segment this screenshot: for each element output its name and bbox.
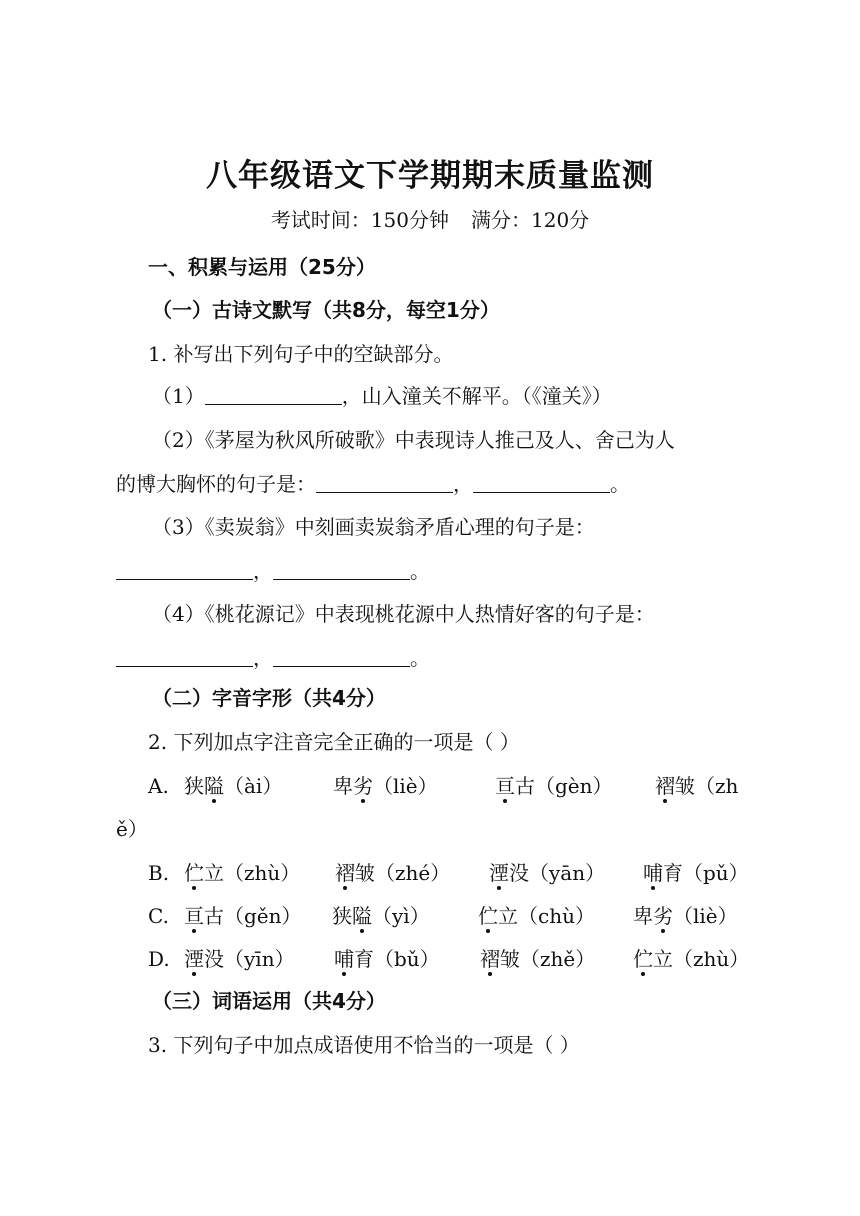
- option-word: 湮没（yān）: [489, 861, 606, 885]
- answer-blank[interactable]: [316, 474, 453, 493]
- option-word: 褶皱（zh: [655, 774, 739, 798]
- option-word: 哺育（bǔ）: [334, 947, 440, 971]
- part2-heading: （二）字音字形（共4分）: [152, 686, 386, 710]
- option-word: 狭隘（yì）: [332, 904, 430, 928]
- question-1-item-3-answer: [116, 557, 430, 585]
- answer-blank[interactable]: [116, 648, 253, 667]
- comma: ，: [253, 559, 273, 583]
- period: 。: [410, 559, 430, 583]
- option-label: A.: [148, 774, 169, 798]
- option-word: 褶皱（zhě）: [480, 947, 596, 971]
- option-word: 亘古（gěn）: [184, 904, 302, 928]
- exam-time: 考试时间：150分钟: [270, 208, 449, 232]
- question-2-stem: 2. 下列加点字注音完全正确的一项是（ ）: [148, 730, 520, 754]
- option-word: 哺育（pǔ）: [643, 861, 749, 885]
- question-3-stem: 3. 下列句子中加点成语使用不恰当的一项是（ ）: [148, 1033, 580, 1057]
- option-label: C.: [148, 904, 169, 928]
- option-label: B.: [148, 861, 170, 885]
- item-label: （1）: [152, 384, 205, 408]
- option-word: 褶皱（zhé）: [335, 861, 451, 885]
- option-word: 狭隘（ài）: [184, 774, 283, 798]
- item-text: ，山入潼关不解平。（《潼关》）: [341, 384, 612, 408]
- answer-blank[interactable]: [273, 561, 410, 580]
- answer-blank[interactable]: [273, 648, 410, 667]
- option-word: 伫立（chù）: [478, 904, 595, 928]
- question-1-item-3: （3）《卖炭翁》中刻画卖炭翁矛盾心理的句子是：: [152, 515, 595, 539]
- question-1-item-1: [152, 382, 612, 410]
- period: 。: [410, 646, 430, 670]
- part1-heading: （一）古诗文默写（共8分，每空1分）: [152, 298, 500, 322]
- option-word: 伫立（zhù）: [184, 861, 301, 885]
- option-word: 卑劣（liè）: [333, 774, 438, 798]
- comma: ，: [253, 646, 273, 670]
- section-heading: 一、积累与运用（25分）: [148, 255, 376, 279]
- question-1-item-4-answer: [116, 644, 430, 672]
- exam-score: 满分：120分: [471, 208, 590, 232]
- option-word: 亘古（gèn）: [495, 774, 613, 798]
- exam-info: [0, 206, 860, 234]
- answer-blank[interactable]: [473, 474, 610, 493]
- question-1-item-2-line1: （2）《茅屋为秋风所破歌》中表现诗人推己及人、舍己为人: [152, 428, 675, 452]
- exam-title: 八年级语文下学期期末质量监测: [206, 158, 654, 194]
- option-a-wrap: ě）: [116, 817, 148, 841]
- period: 。: [610, 472, 630, 496]
- answer-blank[interactable]: [116, 561, 253, 580]
- option-word: 湮没（yīn）: [184, 947, 295, 971]
- answer-blank[interactable]: [205, 386, 342, 405]
- comma: ，: [453, 472, 473, 496]
- item-text: 的博大胸怀的句子是：: [116, 472, 316, 496]
- question-1-item-2-line2: [116, 470, 630, 498]
- question-1-stem: 1. 补写出下列句子中的空缺部分。: [148, 342, 454, 366]
- option-word: 伫立（zhù）: [633, 947, 750, 971]
- option-label: D.: [148, 947, 170, 971]
- part3-heading: （三）词语运用（共4分）: [152, 989, 386, 1013]
- option-word: 卑劣（liè）: [633, 904, 738, 928]
- question-1-item-4: （4）《桃花源记》中表现桃花源中人热情好客的句子是：: [152, 602, 655, 626]
